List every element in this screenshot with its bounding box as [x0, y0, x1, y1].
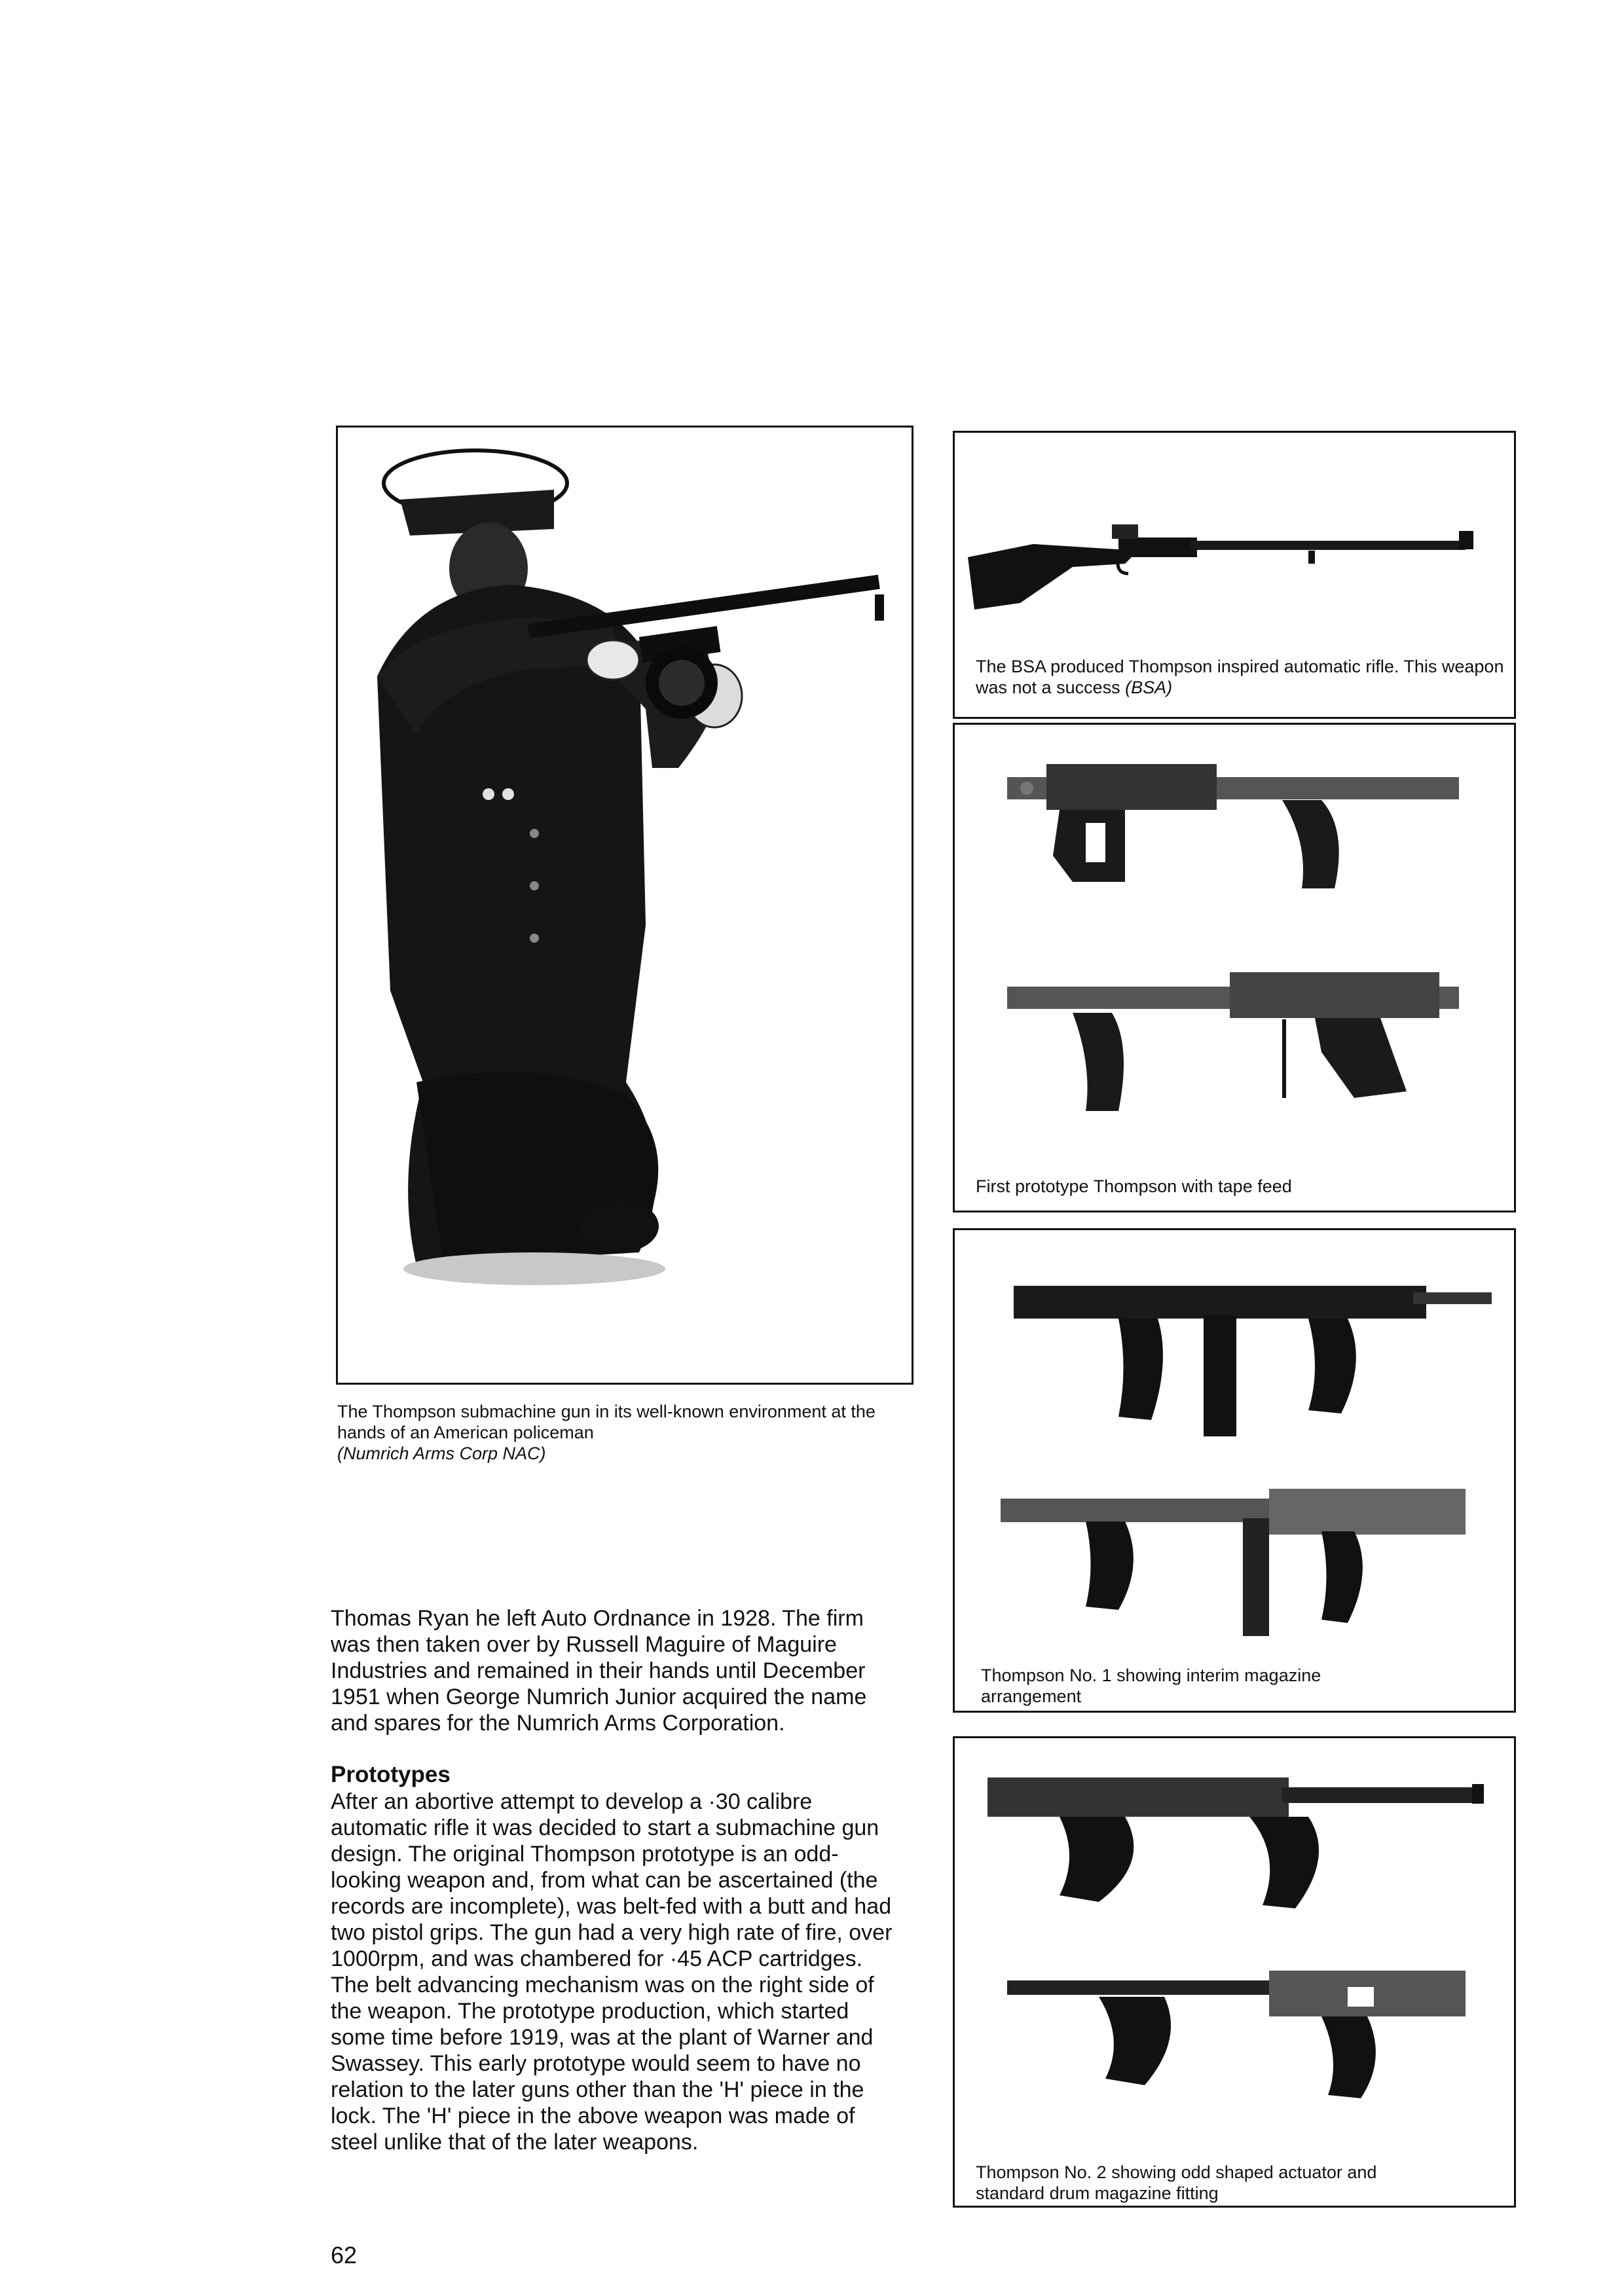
caption-first-prototype: First prototype Thompson with tape feed	[976, 1176, 1292, 1196]
caption-no2: Thompson No. 2 showing odd shaped actuator and standard drum magazine fitting	[976, 2162, 1377, 2203]
caption-bsa-rifle	[976, 656, 1506, 698]
photo-no1	[955, 1230, 1514, 1636]
body-text	[331, 1605, 900, 2155]
caption-bsa-credit: (BSA)	[1125, 678, 1173, 697]
figure-no1	[953, 1228, 1516, 1713]
photo-bsa-rifle	[955, 433, 1514, 629]
heading-prototypes: Prototypes	[331, 1762, 451, 1787]
page-number: 62	[331, 2242, 358, 2269]
photo-policeman	[338, 428, 912, 1383]
caption-policeman-text	[337, 1401, 913, 1464]
photo-no2	[955, 1738, 1514, 2105]
caption-no1: Thompson No. 1 showing interim magazine arrangement	[981, 1666, 1321, 1706]
figure-first-prototype	[953, 723, 1516, 1212]
paragraph-1: Thomas Ryan he left Auto Ordnance in 1928. The firm was then taken over by Russell Maguire of Maguire Industries and remained in their hands until December 1951 when George Numrich Junior acquired the name and spares for the Numrich Arms Corporation.	[331, 1606, 867, 1736]
photo-first-prototype	[955, 725, 1514, 1144]
caption-bsa-main: The BSA produced Thompson inspired automatic rifle. This weapon was not a success	[976, 657, 1504, 697]
figure-policeman	[336, 426, 913, 1385]
caption-policeman-main: The Thompson submachine gun in its well-known environment at the hands of an American policeman	[337, 1402, 876, 1442]
caption-policeman-credit: (Numrich Arms Corp NAC)	[337, 1444, 546, 1463]
figure-no2	[953, 1736, 1516, 2208]
paragraph-2: After an abortive attempt to develop a ·30 calibre automatic rifle it was decided to start a submachine gun design. The original Thompson prototype is an odd-looking weapon and, from what can be ascertained (the records are incomplete), was belt-fed with a butt and had two pistol grips. The gun had a very high rate of fire, over 1000rpm, and was chambered for ·45 ACP cartridges. The belt advancing mechanism was on the right side of the weapon. The prototype production, which started some time before 1919, was at the plant of Warner and Swassey. This early prototype would seem to have no relation to the later guns other than the 'H' piece in the lock. The 'H' piece in the above weapon was made of steel unlike that of the later weapons.	[331, 1789, 893, 2155]
